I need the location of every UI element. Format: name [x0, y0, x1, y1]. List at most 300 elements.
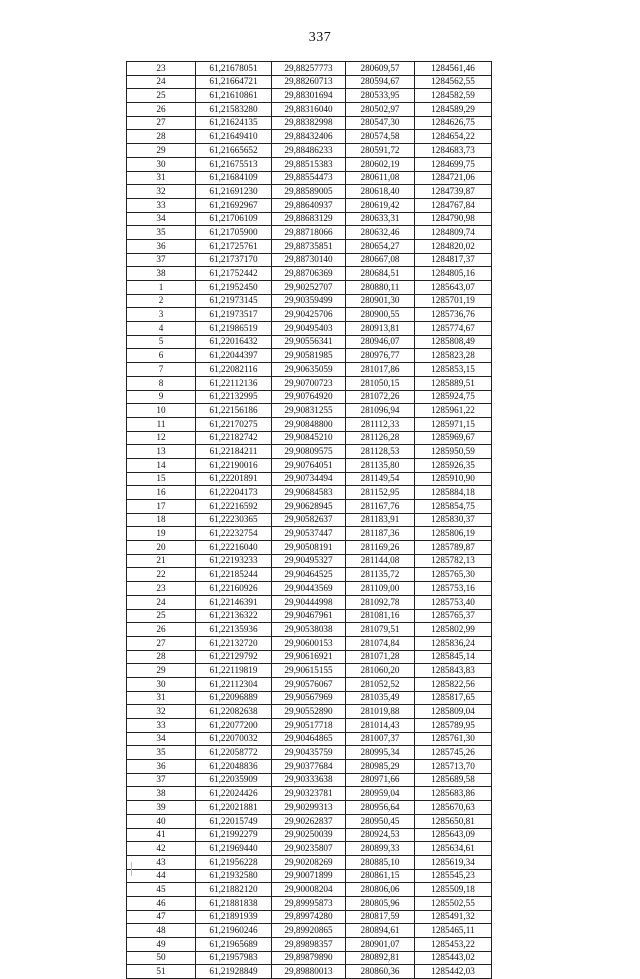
latitude-cell: 61,21725761	[196, 239, 272, 253]
point-number-cell: 20	[127, 541, 196, 555]
table-row	[127, 431, 492, 445]
longitude-cell: 29,88257773	[272, 62, 346, 76]
x-coordinate-cell: 281152,95	[346, 486, 415, 500]
table-row	[127, 568, 492, 582]
x-coordinate-cell: 281135,80	[346, 458, 415, 472]
longitude-cell: 29,90333638	[272, 773, 346, 787]
latitude-cell: 61,21665652	[196, 144, 272, 158]
latitude-cell: 61,22201891	[196, 472, 272, 486]
latitude-cell: 61,21928849	[196, 965, 272, 979]
latitude-cell: 61,21891939	[196, 910, 272, 924]
y-coordinate-cell: 1284739,87	[415, 185, 492, 199]
latitude-cell: 61,21664721	[196, 75, 272, 89]
latitude-cell: 61,21678051	[196, 62, 272, 76]
table-row	[127, 869, 492, 883]
point-number-cell: 32	[127, 705, 196, 719]
y-coordinate-cell: 1285884,18	[415, 486, 492, 500]
y-coordinate-cell: 1285643,09	[415, 828, 492, 842]
table-row	[127, 582, 492, 596]
table-row	[127, 322, 492, 336]
point-number-cell: 37	[127, 253, 196, 267]
point-number-cell: 33	[127, 198, 196, 212]
point-number-cell: 34	[127, 732, 196, 746]
table-row	[127, 828, 492, 842]
longitude-cell: 29,90552890	[272, 705, 346, 719]
x-coordinate-cell: 281128,53	[346, 445, 415, 459]
latitude-cell: 61,21986519	[196, 322, 272, 336]
latitude-cell: 61,22112136	[196, 376, 272, 390]
table-row	[127, 458, 492, 472]
point-number-cell: 1	[127, 281, 196, 295]
x-coordinate-cell: 280806,06	[346, 883, 415, 897]
longitude-cell: 29,89974280	[272, 910, 346, 924]
point-number-cell: 6	[127, 349, 196, 363]
y-coordinate-cell: 1285774,67	[415, 322, 492, 336]
y-coordinate-cell: 1285854,75	[415, 500, 492, 514]
longitude-cell: 29,90425706	[272, 308, 346, 322]
x-coordinate-cell: 281052,52	[346, 677, 415, 691]
table-row	[127, 609, 492, 623]
latitude-cell: 61,22230365	[196, 513, 272, 527]
longitude-cell: 29,89879890	[272, 951, 346, 965]
y-coordinate-cell: 1284767,84	[415, 198, 492, 212]
x-coordinate-cell: 280632,46	[346, 226, 415, 240]
x-coordinate-cell: 281135,72	[346, 568, 415, 582]
longitude-cell: 29,90250039	[272, 828, 346, 842]
y-coordinate-cell: 1285753,40	[415, 595, 492, 609]
y-coordinate-cell: 1284582,59	[415, 89, 492, 103]
y-coordinate-cell: 1285683,86	[415, 787, 492, 801]
y-coordinate-cell: 1285491,32	[415, 910, 492, 924]
latitude-cell: 61,22070032	[196, 732, 272, 746]
table-row	[127, 650, 492, 664]
y-coordinate-cell: 1285845,14	[415, 650, 492, 664]
y-coordinate-cell: 1284699,75	[415, 157, 492, 171]
y-coordinate-cell: 1285806,19	[415, 527, 492, 541]
x-coordinate-cell: 280633,31	[346, 212, 415, 226]
latitude-cell: 61,21973145	[196, 294, 272, 308]
x-coordinate-cell: 280619,42	[346, 198, 415, 212]
latitude-cell: 61,22015749	[196, 814, 272, 828]
x-coordinate-cell: 280805,96	[346, 896, 415, 910]
y-coordinate-cell: 1285843,83	[415, 664, 492, 678]
table-row	[127, 595, 492, 609]
x-coordinate-cell: 281019,88	[346, 705, 415, 719]
table-row	[127, 267, 492, 281]
x-coordinate-cell: 280502,97	[346, 103, 415, 117]
latitude-cell: 61,22146391	[196, 595, 272, 609]
coordinates-table-body	[127, 62, 492, 979]
table-row	[127, 896, 492, 910]
x-coordinate-cell: 280901,30	[346, 294, 415, 308]
x-coordinate-cell: 280611,08	[346, 171, 415, 185]
latitude-cell: 61,22077200	[196, 719, 272, 733]
table-row	[127, 746, 492, 760]
latitude-cell: 61,21952450	[196, 281, 272, 295]
x-coordinate-cell: 281014,43	[346, 719, 415, 733]
longitude-cell: 29,90464525	[272, 568, 346, 582]
longitude-cell: 29,89880013	[272, 965, 346, 979]
latitude-cell: 61,21684109	[196, 171, 272, 185]
y-coordinate-cell: 1284589,29	[415, 103, 492, 117]
x-coordinate-cell: 281035,49	[346, 691, 415, 705]
table-row	[127, 500, 492, 514]
point-number-cell: 48	[127, 924, 196, 938]
point-number-cell: 19	[127, 527, 196, 541]
y-coordinate-cell: 1285910,90	[415, 472, 492, 486]
longitude-cell: 29,90538038	[272, 623, 346, 637]
table-row	[127, 198, 492, 212]
table-row	[127, 554, 492, 568]
x-coordinate-cell: 280885,10	[346, 855, 415, 869]
latitude-cell: 61,21675513	[196, 157, 272, 171]
table-row	[127, 294, 492, 308]
latitude-cell: 61,22135936	[196, 623, 272, 637]
x-coordinate-cell: 280861,15	[346, 869, 415, 883]
y-coordinate-cell: 1285643,07	[415, 281, 492, 295]
table-row	[127, 965, 492, 979]
longitude-cell: 29,88554473	[272, 171, 346, 185]
longitude-cell: 29,90008204	[272, 883, 346, 897]
coordinates-table	[126, 61, 492, 979]
table-row	[127, 226, 492, 240]
y-coordinate-cell: 1285509,18	[415, 883, 492, 897]
y-coordinate-cell: 1285836,24	[415, 636, 492, 650]
x-coordinate-cell: 280574,58	[346, 130, 415, 144]
longitude-cell: 29,90600153	[272, 636, 346, 650]
table-row	[127, 924, 492, 938]
point-number-cell: 15	[127, 472, 196, 486]
latitude-cell: 61,22129792	[196, 650, 272, 664]
point-number-cell: 29	[127, 144, 196, 158]
table-row	[127, 855, 492, 869]
longitude-cell: 29,90809575	[272, 445, 346, 459]
point-number-cell: 35	[127, 746, 196, 760]
point-number-cell: 28	[127, 130, 196, 144]
longitude-cell: 29,90635059	[272, 363, 346, 377]
longitude-cell: 29,90359499	[272, 294, 346, 308]
point-number-cell: 29	[127, 664, 196, 678]
table-row	[127, 445, 492, 459]
x-coordinate-cell: 280817,59	[346, 910, 415, 924]
longitude-cell: 29,90700723	[272, 376, 346, 390]
point-number-cell: 30	[127, 157, 196, 171]
table-row	[127, 376, 492, 390]
point-number-cell: 27	[127, 116, 196, 130]
longitude-cell: 29,90845210	[272, 431, 346, 445]
latitude-cell: 61,21624135	[196, 116, 272, 130]
x-coordinate-cell: 280976,77	[346, 349, 415, 363]
table-row	[127, 883, 492, 897]
longitude-cell: 29,88486233	[272, 144, 346, 158]
x-coordinate-cell: 281072,26	[346, 390, 415, 404]
y-coordinate-cell: 1285670,63	[415, 801, 492, 815]
x-coordinate-cell: 281081,16	[346, 609, 415, 623]
point-number-cell: 13	[127, 445, 196, 459]
latitude-cell: 61,21960246	[196, 924, 272, 938]
latitude-cell: 61,22160926	[196, 582, 272, 596]
y-coordinate-cell: 1285969,67	[415, 431, 492, 445]
table-row	[127, 691, 492, 705]
y-coordinate-cell: 1285950,59	[415, 445, 492, 459]
longitude-cell: 29,90508191	[272, 541, 346, 555]
y-coordinate-cell: 1285745,26	[415, 746, 492, 760]
latitude-cell: 61,22216592	[196, 500, 272, 514]
x-coordinate-cell: 280959,04	[346, 787, 415, 801]
point-number-cell: 4	[127, 322, 196, 336]
latitude-cell: 61,21706109	[196, 212, 272, 226]
x-coordinate-cell: 280901,07	[346, 938, 415, 952]
longitude-cell: 29,88735851	[272, 239, 346, 253]
longitude-cell: 29,88730140	[272, 253, 346, 267]
longitude-cell: 29,88718066	[272, 226, 346, 240]
table-row	[127, 116, 492, 130]
longitude-cell: 29,88382998	[272, 116, 346, 130]
table-row	[127, 486, 492, 500]
y-coordinate-cell: 1285971,15	[415, 417, 492, 431]
longitude-cell: 29,90262837	[272, 814, 346, 828]
latitude-cell: 61,21649410	[196, 130, 272, 144]
longitude-cell: 29,89995873	[272, 896, 346, 910]
latitude-cell: 61,22182742	[196, 431, 272, 445]
y-coordinate-cell: 1285808,49	[415, 335, 492, 349]
x-coordinate-cell: 280880,11	[346, 281, 415, 295]
latitude-cell: 61,22119819	[196, 664, 272, 678]
x-coordinate-cell: 280956,64	[346, 801, 415, 815]
y-coordinate-cell: 1284654,22	[415, 130, 492, 144]
latitude-cell: 61,22082638	[196, 705, 272, 719]
table-row	[127, 787, 492, 801]
table-row	[127, 732, 492, 746]
x-coordinate-cell: 280618,40	[346, 185, 415, 199]
longitude-cell: 29,90831255	[272, 404, 346, 418]
longitude-cell: 29,90252707	[272, 281, 346, 295]
table-row	[127, 951, 492, 965]
x-coordinate-cell: 281167,76	[346, 500, 415, 514]
longitude-cell: 29,88683129	[272, 212, 346, 226]
x-coordinate-cell: 280971,66	[346, 773, 415, 787]
point-number-cell: 36	[127, 239, 196, 253]
table-row	[127, 335, 492, 349]
y-coordinate-cell: 1284562,55	[415, 75, 492, 89]
table-row	[127, 773, 492, 787]
table-row	[127, 513, 492, 527]
table-row	[127, 910, 492, 924]
y-coordinate-cell: 1285701,19	[415, 294, 492, 308]
table-row	[127, 212, 492, 226]
latitude-cell: 61,22136322	[196, 609, 272, 623]
table-row	[127, 308, 492, 322]
longitude-cell: 29,89920865	[272, 924, 346, 938]
longitude-cell: 29,90464865	[272, 732, 346, 746]
latitude-cell: 61,22184211	[196, 445, 272, 459]
point-number-cell: 31	[127, 691, 196, 705]
point-number-cell: 31	[127, 171, 196, 185]
latitude-cell: 61,21973517	[196, 308, 272, 322]
point-number-cell: 28	[127, 650, 196, 664]
table-row	[127, 760, 492, 774]
table-row	[127, 636, 492, 650]
table-row	[127, 719, 492, 733]
x-coordinate-cell: 281092,78	[346, 595, 415, 609]
longitude-cell: 29,90567969	[272, 691, 346, 705]
y-coordinate-cell: 1285765,30	[415, 568, 492, 582]
x-coordinate-cell: 281096,94	[346, 404, 415, 418]
y-coordinate-cell: 1285689,58	[415, 773, 492, 787]
longitude-cell: 29,88589005	[272, 185, 346, 199]
point-number-cell: 21	[127, 554, 196, 568]
longitude-cell: 29,88706369	[272, 267, 346, 281]
x-coordinate-cell: 281007,37	[346, 732, 415, 746]
x-coordinate-cell: 280609,57	[346, 62, 415, 76]
point-number-cell: 51	[127, 965, 196, 979]
table-row	[127, 171, 492, 185]
x-coordinate-cell: 281109,00	[346, 582, 415, 596]
table-row	[127, 130, 492, 144]
longitude-cell: 29,88316040	[272, 103, 346, 117]
table-row	[127, 472, 492, 486]
x-coordinate-cell: 280667,08	[346, 253, 415, 267]
latitude-cell: 61,22232754	[196, 527, 272, 541]
table-row	[127, 144, 492, 158]
table-row	[127, 281, 492, 295]
x-coordinate-cell: 281169,26	[346, 541, 415, 555]
longitude-cell: 29,90581985	[272, 349, 346, 363]
y-coordinate-cell: 1284817,37	[415, 253, 492, 267]
table-row	[127, 390, 492, 404]
x-coordinate-cell: 281074,84	[346, 636, 415, 650]
point-number-cell: 10	[127, 404, 196, 418]
table-row	[127, 664, 492, 678]
latitude-cell: 61,21957983	[196, 951, 272, 965]
point-number-cell: 44	[127, 869, 196, 883]
page-number: 337	[308, 30, 332, 45]
point-number-cell: 46	[127, 896, 196, 910]
longitude-cell: 29,88260713	[272, 75, 346, 89]
y-coordinate-cell: 1285823,28	[415, 349, 492, 363]
y-coordinate-cell: 1285502,55	[415, 896, 492, 910]
longitude-cell: 29,90764051	[272, 458, 346, 472]
point-number-cell: 38	[127, 267, 196, 281]
latitude-cell: 61,22132995	[196, 390, 272, 404]
x-coordinate-cell: 280899,33	[346, 842, 415, 856]
y-coordinate-cell: 1284809,74	[415, 226, 492, 240]
latitude-cell: 61,22193233	[196, 554, 272, 568]
point-number-cell: 41	[127, 828, 196, 842]
point-number-cell: 3	[127, 308, 196, 322]
y-coordinate-cell: 1285545,23	[415, 869, 492, 883]
y-coordinate-cell: 1284820,02	[415, 239, 492, 253]
latitude-cell: 61,21583280	[196, 103, 272, 117]
longitude-cell: 29,88301694	[272, 89, 346, 103]
latitude-cell: 61,22216040	[196, 541, 272, 555]
table-row	[127, 623, 492, 637]
y-coordinate-cell: 1285442,03	[415, 965, 492, 979]
point-number-cell: 34	[127, 212, 196, 226]
longitude-cell: 29,90764920	[272, 390, 346, 404]
table-row	[127, 103, 492, 117]
longitude-cell: 29,90848800	[272, 417, 346, 431]
latitude-cell: 61,22048836	[196, 760, 272, 774]
point-number-cell: 16	[127, 486, 196, 500]
y-coordinate-cell: 1285889,51	[415, 376, 492, 390]
y-coordinate-cell: 1285809,04	[415, 705, 492, 719]
longitude-cell: 29,90517718	[272, 719, 346, 733]
longitude-cell: 29,90208269	[272, 855, 346, 869]
longitude-cell: 29,90734494	[272, 472, 346, 486]
x-coordinate-cell: 281017,86	[346, 363, 415, 377]
x-coordinate-cell: 280654,27	[346, 239, 415, 253]
longitude-cell: 29,90537447	[272, 527, 346, 541]
point-number-cell: 37	[127, 773, 196, 787]
y-coordinate-cell: 1284790,98	[415, 212, 492, 226]
latitude-cell: 61,22024426	[196, 787, 272, 801]
longitude-cell: 29,90576067	[272, 677, 346, 691]
point-number-cell: 18	[127, 513, 196, 527]
latitude-cell: 61,21969440	[196, 842, 272, 856]
x-coordinate-cell: 281126,28	[346, 431, 415, 445]
y-coordinate-cell: 1284721,06	[415, 171, 492, 185]
point-number-cell: 39	[127, 801, 196, 815]
point-number-cell: 23	[127, 62, 196, 76]
x-coordinate-cell: 281149,54	[346, 472, 415, 486]
table-row	[127, 404, 492, 418]
x-coordinate-cell: 281079,51	[346, 623, 415, 637]
x-coordinate-cell: 280946,07	[346, 335, 415, 349]
y-coordinate-cell: 1285619,34	[415, 855, 492, 869]
latitude-cell: 61,21932580	[196, 869, 272, 883]
longitude-cell: 29,88640937	[272, 198, 346, 212]
x-coordinate-cell: 281050,15	[346, 376, 415, 390]
point-number-cell: 7	[127, 363, 196, 377]
y-coordinate-cell: 1285830,37	[415, 513, 492, 527]
y-coordinate-cell: 1285753,16	[415, 582, 492, 596]
y-coordinate-cell: 1285465,11	[415, 924, 492, 938]
x-coordinate-cell: 280924,53	[346, 828, 415, 842]
point-number-cell: 25	[127, 89, 196, 103]
table-row	[127, 842, 492, 856]
longitude-cell: 29,90684583	[272, 486, 346, 500]
latitude-cell: 61,22021881	[196, 801, 272, 815]
latitude-cell: 61,22044397	[196, 349, 272, 363]
point-number-cell: 33	[127, 719, 196, 733]
longitude-cell: 29,90556341	[272, 335, 346, 349]
x-coordinate-cell: 281060,20	[346, 664, 415, 678]
point-number-cell: 23	[127, 582, 196, 596]
latitude-cell: 61,21752442	[196, 267, 272, 281]
x-coordinate-cell: 280602,19	[346, 157, 415, 171]
y-coordinate-cell: 1285650,81	[415, 814, 492, 828]
y-coordinate-cell: 1285713,70	[415, 760, 492, 774]
latitude-cell: 61,22082116	[196, 363, 272, 377]
latitude-cell: 61,22132720	[196, 636, 272, 650]
x-coordinate-cell: 280533,95	[346, 89, 415, 103]
x-coordinate-cell: 280985,29	[346, 760, 415, 774]
point-number-cell: 2	[127, 294, 196, 308]
point-number-cell: 43	[127, 855, 196, 869]
latitude-cell: 61,22096889	[196, 691, 272, 705]
x-coordinate-cell: 280913,81	[346, 322, 415, 336]
table-row	[127, 938, 492, 952]
y-coordinate-cell: 1285789,87	[415, 541, 492, 555]
latitude-cell: 61,21610861	[196, 89, 272, 103]
point-number-cell: 9	[127, 390, 196, 404]
latitude-cell: 61,21692967	[196, 198, 272, 212]
longitude-cell: 29,90435759	[272, 746, 346, 760]
longitude-cell: 29,90444998	[272, 595, 346, 609]
latitude-cell: 61,22185244	[196, 568, 272, 582]
longitude-cell: 29,90616921	[272, 650, 346, 664]
